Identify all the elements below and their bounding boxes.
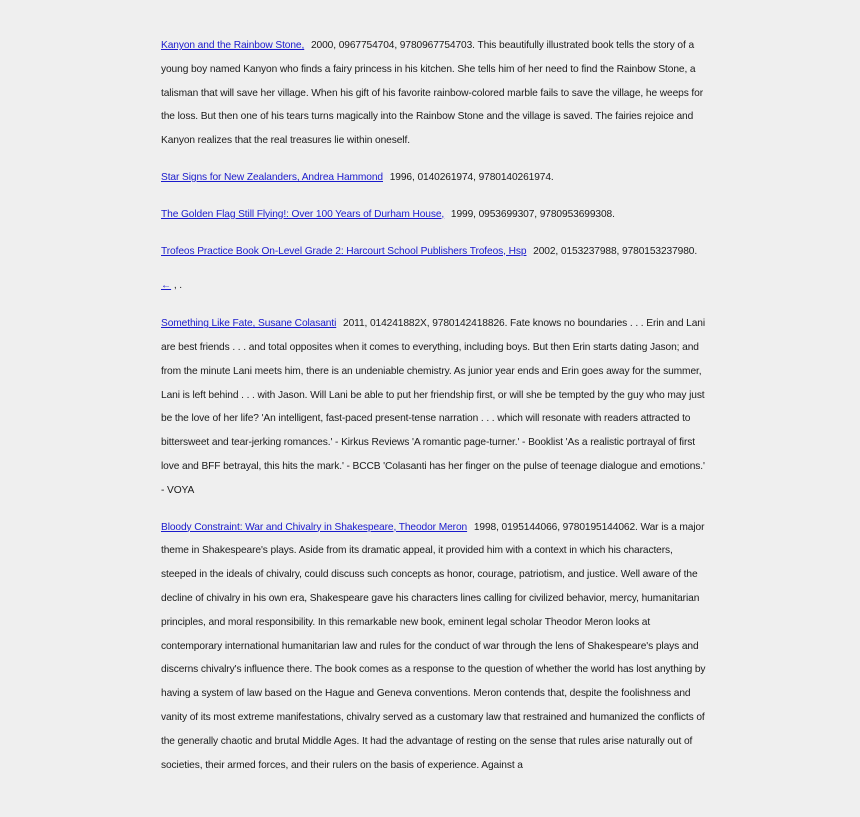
stub-text: , .: [173, 280, 183, 292]
book-description: This beautifully illustrated book tells the story of a young boy named Kanyon who finds a fairy princess in his kitchen. She tells him of her need to find the Rainbow Stone, a talisman that will save her village. When his gift of his favorite rainbow-colored marble fails to save the village, he weeps for the loss. But then one of his tears turns magically into the Rainbow Stone and the village is saved. The fairies rejoice and Kanyon realizes that the real treasures lie within oneself.: [161, 40, 704, 147]
book-description: Fate knows no boundaries . . . Erin and Lani are best friends . . . and total opposites when it comes to everything, including boys. But then Erin starts dating Jason; and from the minute Lani meets him, there is an undeniable chemistry. As junior year ends and Erin goes away for the summer, Lani is left behind . . . with Jason. Will Lani be able to put her friendship first, or will she be tempted by the guy who may just be the love of her life? 'An intelligent, fast-paced present-tense narration . . . which will resonate with readers attracted to bittersweet and tear-jerking romances.' - Kirkus Reviews 'A romantic page-turner.' - Booklist 'As a realistic portrayal of first love and BFF betrayal, this hits the mark.' - BCCB 'Colasanti has her finger on the pulse of teenage dialogue and emotions.' - VOYA: [161, 318, 705, 496]
book-entry: [161, 34, 706, 153]
book-meta: 2000, 0967754704, 9780967754703.: [310, 40, 475, 51]
book-meta: 1998, 0195144066, 9780195144062.: [473, 521, 638, 533]
book-title-link[interactable]: Bloody Constraint: War and Chivalry in Shakespeare, Theodor Meron: [161, 521, 468, 533]
book-meta: 2002, 0153237988, 9780153237980.: [533, 245, 698, 257]
book-entry: [161, 203, 706, 227]
book-entry: [161, 312, 706, 502]
stub-entry: [161, 274, 706, 298]
stub-link[interactable]: ←: [161, 280, 172, 292]
book-meta: 1999, 0953699307, 9780953699308.: [450, 208, 615, 220]
book-title-link[interactable]: Trofeos Practice Book On-Level Grade 2: Harcourt School Publishers Trofeos, Hsp: [161, 245, 527, 257]
book-title-link[interactable]: Something Like Fate, Susane Colasanti: [161, 318, 337, 330]
book-entry: [161, 240, 706, 264]
book-title-link[interactable]: The Golden Flag Still Flying!: Over 100 Years of Durham House,: [161, 208, 445, 220]
book-meta: 1996, 0140261974, 9780140261974.: [389, 171, 554, 183]
book-entry: [161, 516, 706, 778]
book-title-link[interactable]: Star Signs for New Zealanders, Andrea Hammond: [161, 171, 383, 183]
book-entry: [161, 166, 706, 190]
book-meta: 2011, 014241882X, 9780142418826.: [343, 318, 508, 330]
book-list: [161, 34, 706, 790]
book-title-link[interactable]: Kanyon and the Rainbow Stone,: [161, 40, 305, 51]
book-description: War is a major theme in Shakespeare's plays. Aside from its dramatic appeal, it provided him with a context in which his characters, steeped in the ideals of chivalry, could discuss such concepts as honor, courage, patriotism, and justice. Well aware of the decline of chivalry in his own era, Shakespeare gave his characters lines calling for civilized behavior, mercy, humanitarian principles, and moral responsibility. In this remarkable new book, eminent legal scholar Theodor Meron looks at contemporary international humanitarian law and rules for the conduct of war through the lens of Shakespeare's plays and discerns chivalry's influence there. The book comes as a response to the question of whether the world has lost anything by having a system of law based on the Hague and Geneva conventions. Meron contends that, despite the foolishness and vanity of its most extreme manifestations, chivalry served as a customary law that restrained and humanized the conflicts of the generally chaotic and brutal Middle Ages. It had the advantage of resting on the sense that rules arise naturally out of societies, their armed forces, and their rulers on the basis of experience. Against a: [161, 521, 706, 771]
